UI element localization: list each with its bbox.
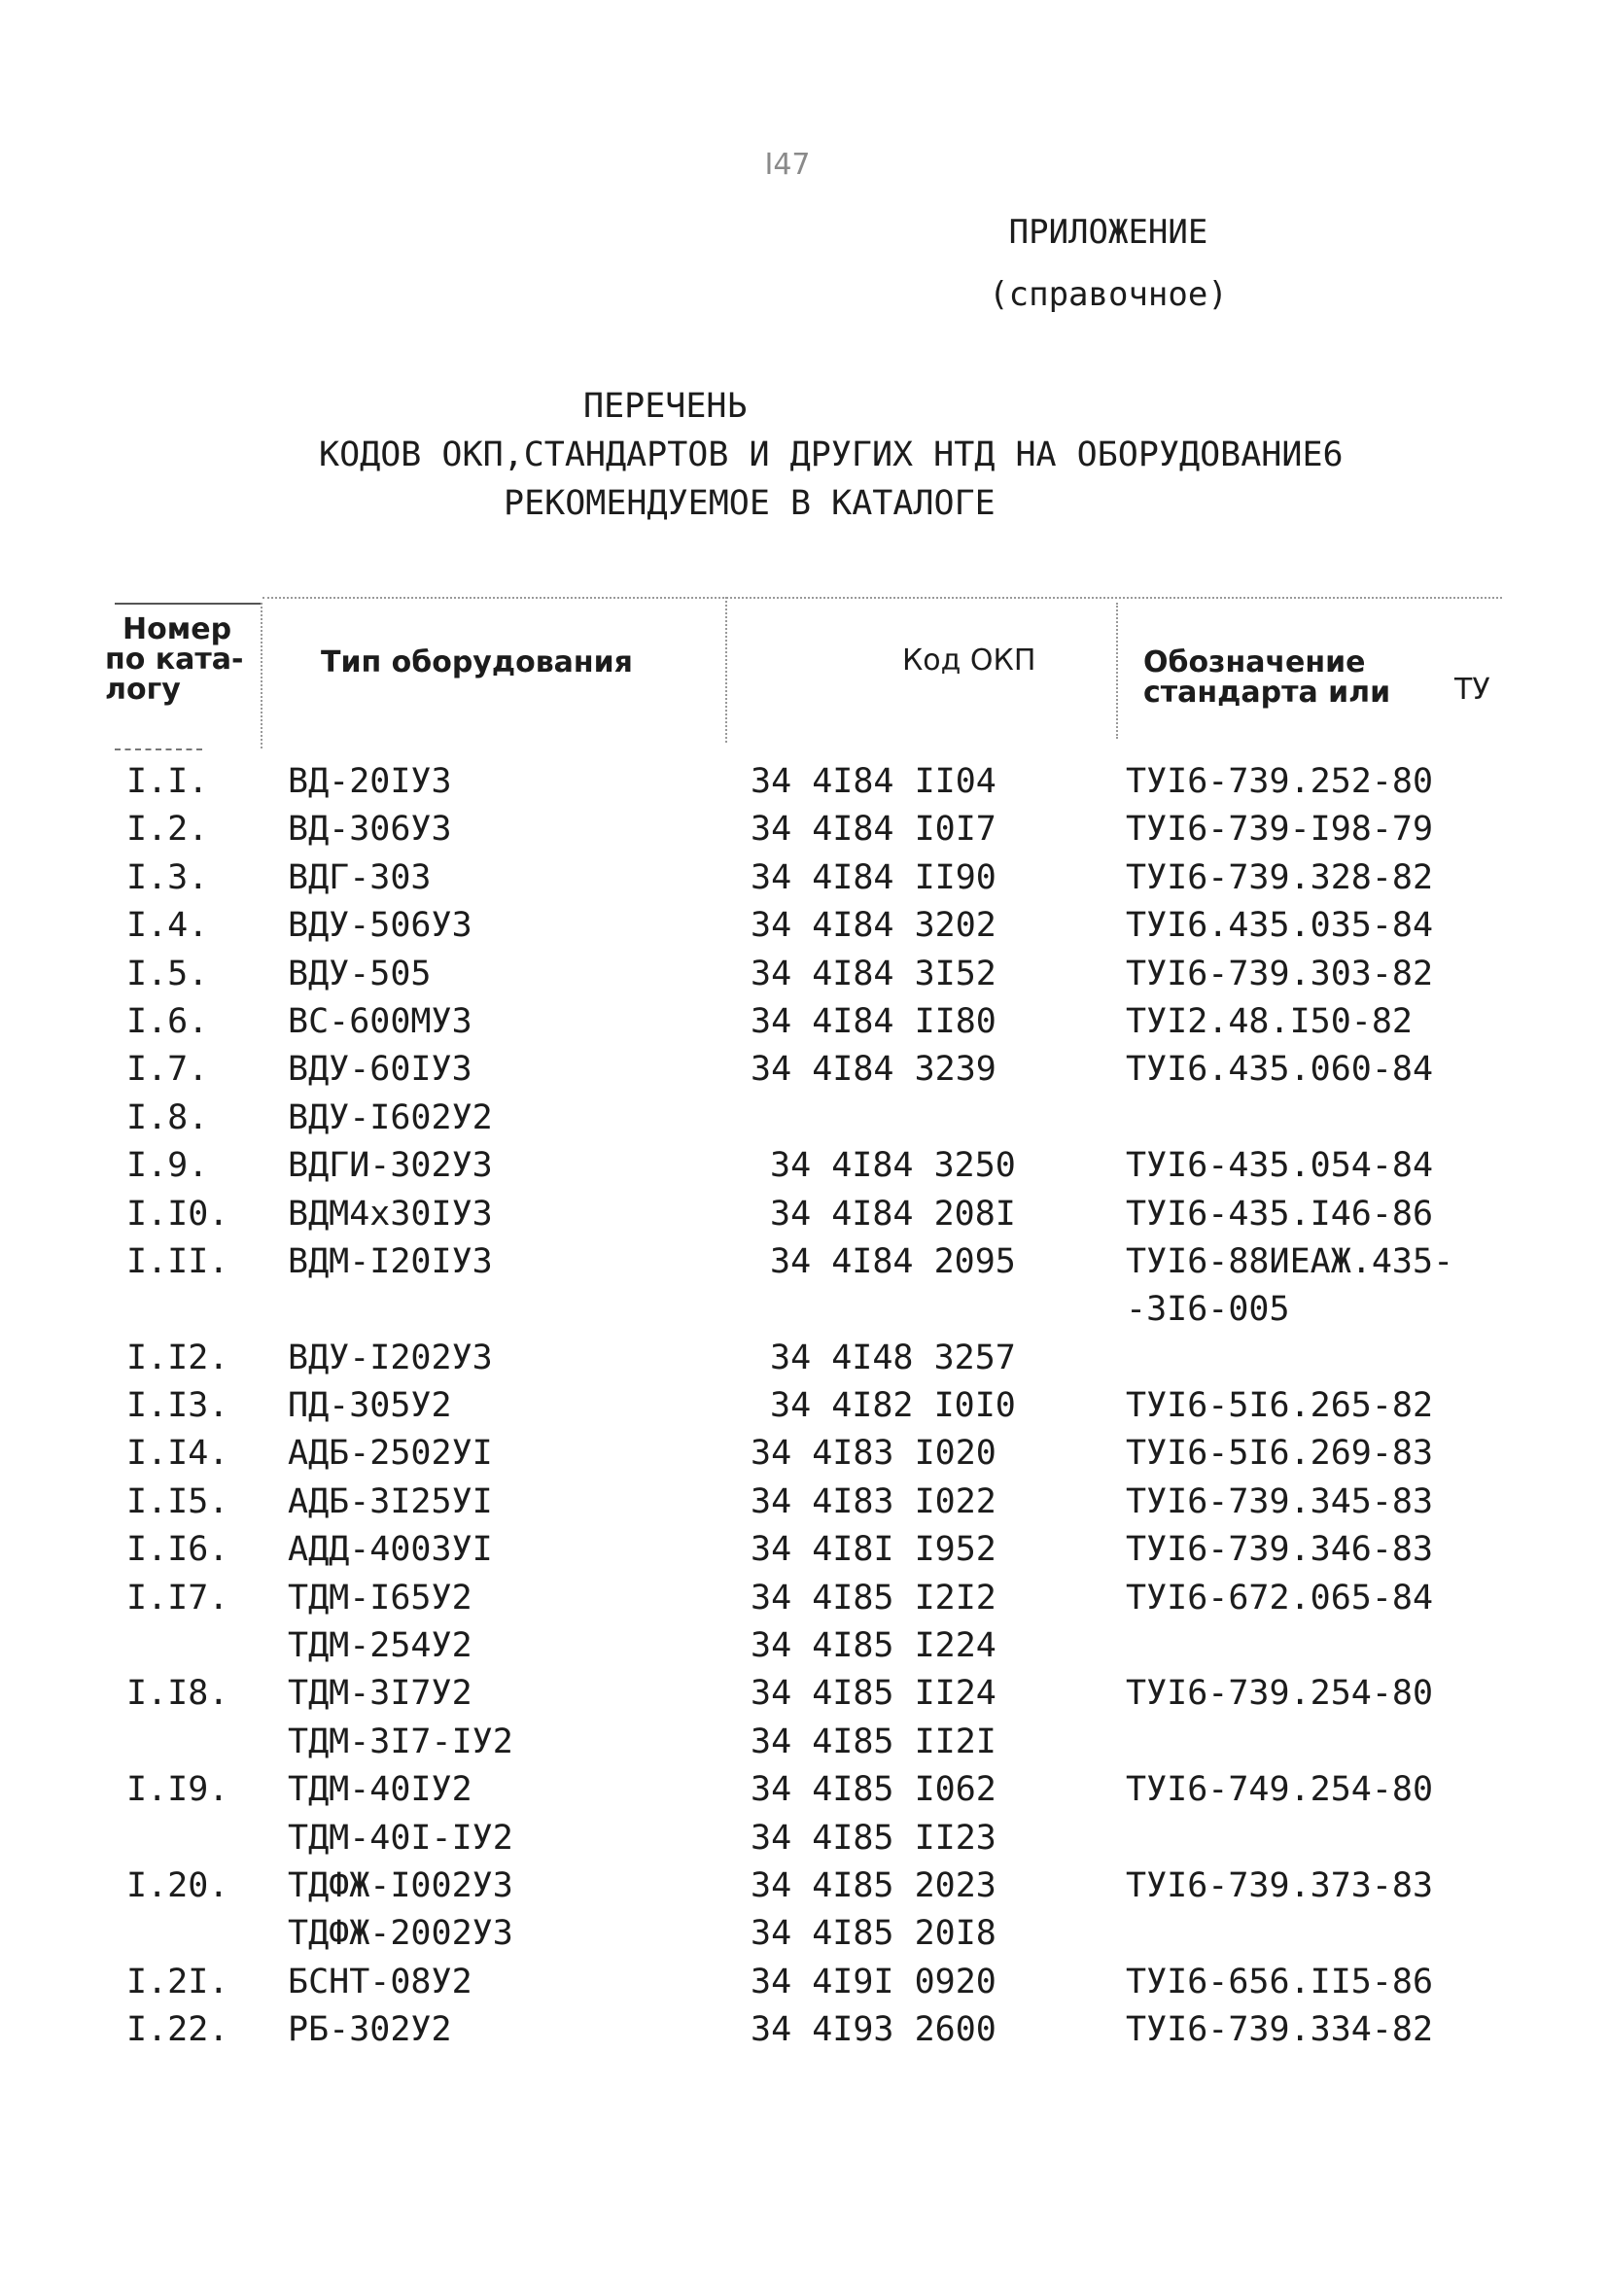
table-row [0,1770,1608,1818]
cell-standard: ТУI6-5I6.265-82 [1126,1386,1434,1426]
cell-number: I.I0. [126,1194,229,1234]
cell-number: I.5. [126,954,209,993]
cell-standard: ТУI6-739.334-82 [1126,2010,1434,2050]
cell-okp: 34 4I85 20I8 [751,1914,996,1954]
cell-number: I.2. [126,810,209,850]
cell-type: ВДУ-505 [288,954,432,993]
cell-okp: 34 4I82 I0I0 [770,1386,1016,1426]
cell-okp: 34 4I84 3202 [751,906,996,946]
cell-standard: ТУI6-739.254-80 [1126,1674,1434,1714]
cell-okp: 34 4I85 I224 [751,1626,996,1666]
table-row [0,762,1608,810]
cell-type: ТДМ-40I-IУ2 [288,1818,513,1858]
header-number-line: Номер [122,612,232,646]
cell-type: ВДГ-303 [288,857,432,897]
table-row [0,1339,1608,1386]
cell-standard: ТУI6-739-I98-79 [1126,810,1434,850]
header-dotted-rule [262,597,1502,599]
cell-okp: 34 4I85 II23 [751,1818,996,1858]
appendix-label [982,213,1235,314]
cell-type: ВС-600МУ3 [288,1001,472,1041]
table-row [0,2010,1608,2058]
cell-type: БСНТ-08У2 [288,1962,472,2001]
cell-type: ВДГИ-302У3 [288,1146,493,1186]
cell-number: I.I5. [126,1481,229,1521]
cell-type: ВДМ-I20IУ3 [288,1241,493,1281]
cell-okp: 34 4I84 II04 [751,762,996,801]
cell-okp: 34 4I84 I0I7 [751,810,996,850]
cell-standard: ТУI6-5I6.269-83 [1126,1434,1434,1474]
table-row [0,1963,1608,2010]
equipment-table [0,762,1608,2059]
header-standard-line: стандарта или [1143,676,1391,710]
cell-type: ТДМ-3I7-IУ2 [288,1722,513,1761]
table-row [0,1866,1608,1914]
cell-okp: 34 4I84 208I [770,1194,1016,1234]
cell-number: I.I7. [126,1578,229,1618]
table-row [0,1195,1608,1242]
table-row [0,1050,1608,1097]
cell-okp: 34 4I85 II24 [751,1674,996,1714]
table-row [0,1482,1608,1530]
cell-okp: 34 4I84 II90 [751,857,996,897]
table-row [0,1386,1608,1434]
cell-number: I.20. [126,1865,229,1905]
cell-number: I.I6. [126,1530,229,1570]
table-row [0,906,1608,954]
table-row [0,810,1608,857]
doc-title-line-2: КОДОВ ОКП,СТАНДАРТОВ И ДРУГИХ НТД НА ОБОРУДОВАНИЕ6 [319,435,1344,474]
cell-standard: ТУI6.435.060-84 [1126,1050,1434,1090]
header-number-line: по ката- [105,643,244,677]
table-row [0,1098,1608,1146]
cell-type: ТДФЖ-I002У3 [288,1865,513,1905]
cell-type: ПД-305У2 [288,1386,452,1426]
cell-number: I.9. [126,1146,209,1186]
header-catalog-number [105,614,251,705]
table-row [0,1579,1608,1626]
header-standard-line: Обозначение [1143,645,1366,679]
cell-type: ВД-20IУ3 [288,762,452,801]
cell-number: I.I. [126,762,209,801]
cell-type: ТДМ-254У2 [288,1626,472,1666]
cell-okp: 34 4I83 I022 [751,1481,996,1521]
cell-standard-continuation: -3I6-005 [1126,1290,1290,1330]
cell-standard: ТУI6-435.054-84 [1126,1146,1434,1186]
column-separator [725,597,727,743]
cell-number: I.I9. [126,1770,229,1810]
cell-number: I.6. [126,1001,209,1041]
cell-number: I.I4. [126,1434,229,1474]
table-row [0,1819,1608,1866]
header-number-line: логу [105,673,181,707]
table-row [0,1626,1608,1674]
cell-number: I.22. [126,2010,229,2050]
cell-okp: 34 4I85 I2I2 [751,1578,996,1618]
cell-number: I.II. [126,1241,229,1281]
cell-type: АДБ-3I25УI [288,1481,493,1521]
header-standard-tu: ТУ [1454,673,1490,707]
cell-number: I.7. [126,1050,209,1090]
table-row [0,1242,1608,1290]
cell-number: I.3. [126,857,209,897]
cell-type: РБ-302У2 [288,2010,452,2050]
table-row-continuation [0,1290,1608,1338]
cell-okp: 34 4I83 I020 [751,1434,996,1474]
cell-standard: ТУI6-88ИЕАЖ.435- [1126,1241,1454,1281]
cell-okp: 34 4I84 3250 [770,1146,1016,1186]
table-row [0,1146,1608,1194]
cell-standard: ТУI6-739.346-83 [1126,1530,1434,1570]
cell-okp: 34 4I84 3I52 [751,954,996,993]
cell-type: АДД-4003УI [288,1530,493,1570]
cell-standard: ТУI6-739.373-83 [1126,1865,1434,1905]
header-equipment-type: Тип оборудования [321,645,633,679]
column-separator [261,603,262,748]
table-row [0,858,1608,906]
cell-number: I.I2. [126,1338,229,1377]
cell-type: ТДМ-40IУ2 [288,1770,472,1810]
cell-standard: ТУI6-672.065-84 [1126,1578,1434,1618]
cell-okp: 34 4I84 2095 [770,1241,1016,1281]
table-row [0,1530,1608,1578]
cell-type: ТДМ-I65У2 [288,1578,472,1618]
cell-okp: 34 4I85 II2I [751,1722,996,1761]
table-row [0,1002,1608,1050]
table-row [0,1722,1608,1770]
cell-standard: ТУI6-656.II5-86 [1126,1962,1434,2001]
cell-number: I.2I. [126,1962,229,2001]
cell-standard: ТУI2.48.I50-82 [1126,1001,1414,1041]
cell-standard: ТУI6-739.328-82 [1126,857,1434,897]
cell-standard: ТУI6-739.252-80 [1126,762,1434,801]
cell-okp: 34 4I9I 0920 [751,1962,996,2001]
cell-okp: 34 4I84 3239 [751,1050,996,1090]
table-row [0,955,1608,1002]
cell-type: ВД-306У3 [288,810,452,850]
cell-standard: ТУI6-739.345-83 [1126,1481,1434,1521]
cell-standard: ТУI6.435.035-84 [1126,906,1434,946]
table-row [0,1434,1608,1481]
cell-standard: ТУI6-749.254-80 [1126,1770,1434,1810]
cell-number: I.4. [126,906,209,946]
header-okp-code: Код ОКП [902,644,1036,678]
cell-type: ТДФЖ-2002У3 [288,1914,513,1954]
cell-type: ТДМ-3I7У2 [288,1674,472,1714]
cell-type: ВДУ-I202У3 [288,1338,493,1377]
header-bottom-rule [115,748,202,750]
page-number: I47 [764,148,811,182]
cell-number: I.8. [126,1097,209,1137]
cell-type: ВДМ4х30IУ3 [288,1194,493,1234]
cell-okp: 34 4I8I I952 [751,1530,996,1570]
appendix-title: ПРИЛОЖЕНИЕ [1008,213,1208,252]
cell-okp: 34 4I84 II80 [751,1001,996,1041]
cell-standard: ТУI6-739.303-82 [1126,954,1434,993]
cell-type: ВДУ-I602У2 [288,1097,493,1137]
cell-number: I.I3. [126,1386,229,1426]
header-rule [115,603,261,605]
header-standard [1143,645,1490,710]
table-row [0,1914,1608,1962]
cell-type: АДБ-2502УI [288,1434,493,1474]
column-separator [1116,603,1118,739]
table-row [0,1674,1608,1722]
cell-number: I.I8. [126,1674,229,1714]
cell-type: ВДУ-60IУ3 [288,1050,472,1090]
cell-okp: 34 4I93 2600 [751,2010,996,2050]
cell-okp: 34 4I85 I062 [751,1770,996,1810]
doc-title-line-3: РЕКОМЕНДУЕМОЕ В КАТАЛОГЕ [504,484,996,523]
cell-okp: 34 4I85 2023 [751,1865,996,1905]
cell-standard: ТУI6-435.I46-86 [1126,1194,1434,1234]
doc-title-line-1: ПЕРЕЧЕНЬ [583,387,748,426]
cell-type: ВДУ-506У3 [288,906,472,946]
appendix-kind: (справочное) [989,275,1228,314]
cell-okp: 34 4I48 3257 [770,1338,1016,1377]
